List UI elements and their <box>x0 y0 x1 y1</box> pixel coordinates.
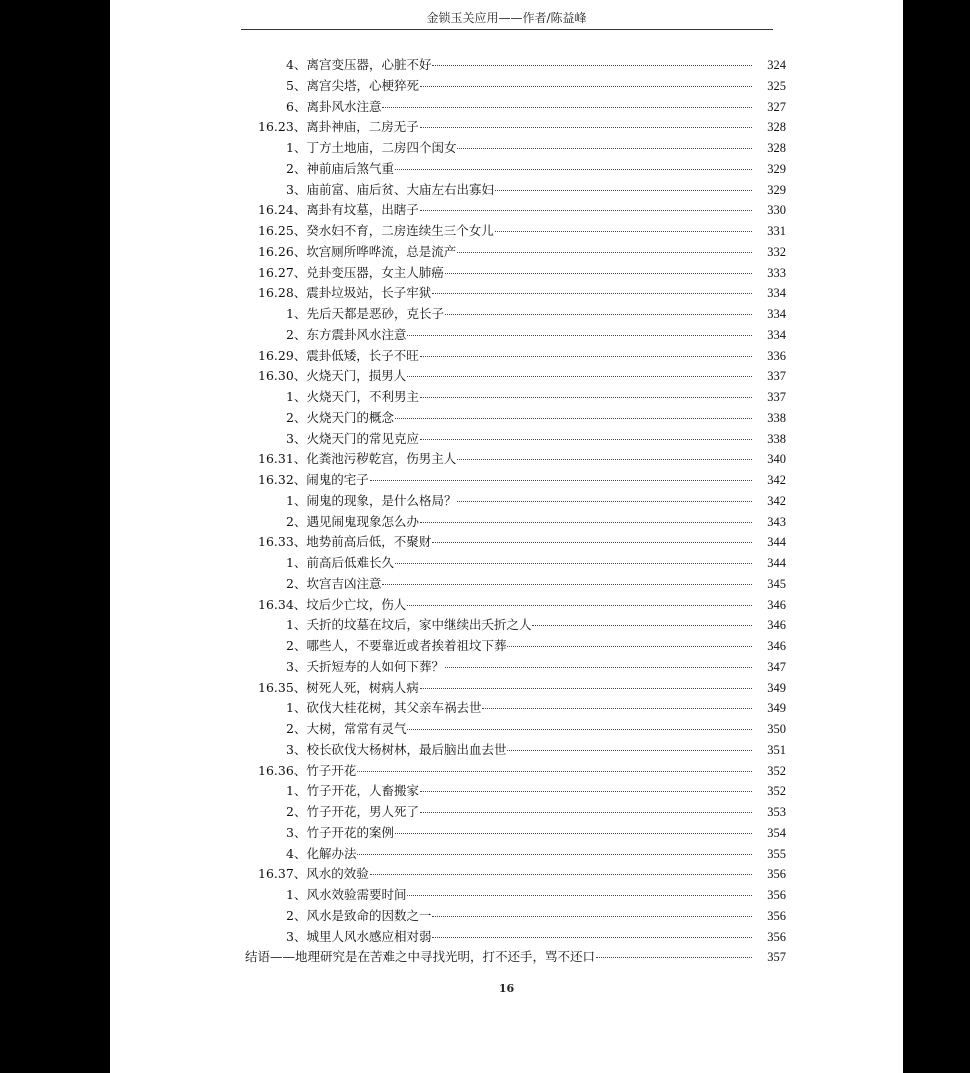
toc-entry-title: 3、校长砍伐大杨树林，最后脑出血去世 <box>286 741 507 757</box>
toc-entry-title: 2、哪些人，不要靠近或者挨着祖坟下葬 <box>286 638 507 653</box>
dot-leader <box>507 646 752 647</box>
toc-entry-title: 16.37、风水的效验 <box>258 866 369 882</box>
toc-entry[interactable] <box>110 221 903 242</box>
toc-entry[interactable] <box>110 242 903 263</box>
toc-entry-title: 16.32、闹鬼的宅子 <box>258 472 369 487</box>
toc-entry[interactable] <box>110 76 903 97</box>
dot-leader <box>420 210 752 211</box>
toc-entry[interactable] <box>110 491 903 512</box>
dot-leader <box>382 584 752 585</box>
toc-entry-page: 325 <box>767 78 786 93</box>
toc-entry[interactable] <box>110 470 903 491</box>
dot-leader <box>457 501 752 502</box>
toc-entry[interactable] <box>110 657 903 678</box>
toc-entry-title: 2、遇见闹鬼现象怎么办 <box>286 513 419 529</box>
dot-leader <box>532 625 752 626</box>
toc-entry-page: 338 <box>767 431 786 446</box>
toc-entry[interactable] <box>110 159 903 180</box>
dot-leader <box>495 231 752 232</box>
dot-leader <box>457 459 752 460</box>
toc-entry-page: 349 <box>767 701 786 716</box>
toc-entry-title: 16.26、坎宫厕所哗哗流，总是流产 <box>258 243 457 259</box>
toc-entry-page: 346 <box>767 597 786 612</box>
toc-entry-page: 343 <box>767 514 786 529</box>
toc-entry-title: 2、大树，常常有灵气 <box>286 721 407 736</box>
toc-entry-page: 334 <box>767 286 786 301</box>
toc-entry[interactable] <box>110 387 903 408</box>
toc-entry-title: 1、前高后低难长久 <box>286 555 394 570</box>
toc-entry[interactable] <box>110 761 903 782</box>
toc-entry-title: 6、离卦风水注意 <box>286 98 382 114</box>
toc-entry-title: 16.34、坟后少亡坟，伤人 <box>258 596 407 612</box>
dot-leader <box>382 107 752 108</box>
dot-leader <box>445 273 752 274</box>
toc-entry-page: 337 <box>767 369 786 384</box>
dot-leader <box>395 418 752 419</box>
dot-leader <box>420 812 752 813</box>
toc-entry-title: 1、火烧天门，不利男主 <box>286 389 419 404</box>
dot-leader <box>457 148 752 149</box>
dot-leader <box>407 605 752 606</box>
dot-leader <box>596 957 752 958</box>
page-header: 金锁玉关应用——作者/陈益峰 <box>426 11 587 25</box>
header-rule <box>241 29 773 30</box>
toc-entry[interactable] <box>110 138 903 159</box>
toc-entry[interactable] <box>110 864 903 885</box>
toc-entry[interactable] <box>110 55 903 76</box>
toc-entry-title: 16.29、震卦低矮，长子不旺 <box>258 347 419 363</box>
toc-entry-page: 349 <box>767 680 786 695</box>
toc-entry[interactable] <box>110 304 903 325</box>
toc-entry[interactable] <box>110 283 903 304</box>
toc-entry[interactable] <box>110 802 903 823</box>
toc-entry-page: 330 <box>767 203 786 218</box>
toc-entry-title: 16.30、火烧天门，损男人 <box>258 368 407 384</box>
toc-entry-title: 1、砍伐大桂花树，其父亲车祸去世 <box>286 700 482 716</box>
toc-entry-title: 2、坎宫吉凶注意 <box>286 575 382 591</box>
toc-entry[interactable] <box>110 678 903 699</box>
toc-entry-title: 结语——地理研究是在苦难之中寻找光明，打不还手，骂不还口 <box>245 949 596 965</box>
toc-entry-page: 336 <box>767 348 786 363</box>
toc-entry-page: 344 <box>767 556 786 570</box>
dot-leader <box>370 480 752 481</box>
toc-entry[interactable] <box>110 574 903 595</box>
toc-entry[interactable] <box>110 906 903 927</box>
toc-entry-page: 346 <box>767 618 786 633</box>
dot-leader <box>357 771 752 772</box>
page-number: 16 <box>498 982 515 995</box>
toc-entry-page: 334 <box>767 307 786 321</box>
toc-entry-title: 3、竹子开花的案例 <box>286 824 394 840</box>
dot-leader <box>495 190 752 191</box>
toc-entry-title: 4、化解办法 <box>286 845 357 861</box>
toc-entry-page: 342 <box>767 473 786 487</box>
toc-entry-page: 333 <box>767 265 786 280</box>
toc-entry[interactable] <box>110 346 903 367</box>
toc-entry-page: 332 <box>767 244 786 259</box>
toc-entry-title: 16.31、化粪池污秽乾宫，伤男主人 <box>258 451 457 467</box>
toc-entry-page: 337 <box>767 390 786 404</box>
dot-leader <box>432 542 752 543</box>
dot-leader <box>420 791 752 792</box>
dot-leader <box>445 314 752 315</box>
document-page <box>110 0 903 1073</box>
toc-entry[interactable] <box>110 636 903 657</box>
toc-entry[interactable] <box>110 615 903 636</box>
toc-entry-page: 329 <box>767 161 786 176</box>
toc-entry[interactable] <box>110 449 903 470</box>
toc-entry-title: 1、竹子开花，人畜搬家 <box>286 783 419 799</box>
toc-entry[interactable] <box>110 200 903 221</box>
dot-leader <box>445 667 752 668</box>
toc-entry-page: 356 <box>767 867 786 882</box>
toc-entry-page: 328 <box>767 120 786 135</box>
toc-entry-page: 331 <box>767 224 786 238</box>
dot-leader <box>395 563 752 564</box>
dot-leader <box>407 729 752 730</box>
toc-entry-page: 324 <box>767 58 786 72</box>
toc-entry[interactable] <box>110 781 903 802</box>
dot-leader <box>407 335 752 336</box>
dot-leader <box>432 937 752 938</box>
toc-entry[interactable] <box>110 740 903 761</box>
dot-leader <box>357 854 752 855</box>
toc-entry-page: 357 <box>767 950 786 965</box>
toc-entry-page: 354 <box>767 825 786 840</box>
toc-entry-title: 16.33、地势前高后低，不聚财 <box>258 534 432 550</box>
toc-entry-title: 2、神前庙后煞气重 <box>286 160 394 176</box>
toc-entry-title: 3、火烧天门的常见克应 <box>286 430 419 446</box>
toc-entry-title: 2、东方震卦风水注意 <box>286 326 407 342</box>
dot-leader <box>432 293 752 294</box>
toc-entry-page: 329 <box>767 182 786 197</box>
toc-entry-title: 16.23、离卦神庙，二房无子 <box>258 119 419 135</box>
toc-entry[interactable] <box>110 97 903 118</box>
toc-entry-title: 16.27、兑卦变压器，女主人肺癌 <box>258 264 444 280</box>
toc-entry-title: 2、竹子开花，男人死了 <box>286 804 419 819</box>
toc-entry-page: 356 <box>767 929 786 944</box>
dot-leader <box>420 688 752 689</box>
toc-entry[interactable] <box>110 532 903 553</box>
toc-entry[interactable] <box>110 512 903 533</box>
toc-entry-title: 16.28、震卦垃圾站，长子牢狱 <box>258 285 432 301</box>
toc-entry[interactable] <box>110 595 903 616</box>
dot-leader <box>457 252 752 253</box>
toc-entry-page: 327 <box>767 99 786 114</box>
toc-entry-title: 4、离宫变压器，心脏不好 <box>286 57 432 72</box>
toc-entry[interactable] <box>110 366 903 387</box>
dot-leader <box>420 439 752 440</box>
toc-entry[interactable] <box>110 823 903 844</box>
toc-entry[interactable] <box>110 325 903 346</box>
dot-leader <box>432 65 752 66</box>
toc-entry[interactable] <box>110 927 903 948</box>
dot-leader <box>420 86 752 87</box>
toc-entry-page: 334 <box>767 327 786 342</box>
toc-entry-page: 356 <box>767 908 786 923</box>
dot-leader <box>407 376 752 377</box>
toc-entry[interactable] <box>110 429 903 450</box>
toc-entry-page: 353 <box>767 805 786 819</box>
toc-entry[interactable] <box>110 885 903 906</box>
dot-leader <box>420 522 752 523</box>
toc-entry-title: 2、火烧天门的概念 <box>286 409 394 425</box>
toc-entry-title: 1、丁方土地庙，二房四个闺女 <box>286 140 457 155</box>
toc-entry[interactable] <box>110 698 903 719</box>
toc-entry[interactable] <box>110 117 903 138</box>
toc-entry-page: 328 <box>767 141 786 155</box>
toc-entry-title: 1、先后天都是恶砂，克长子 <box>286 306 444 321</box>
dot-leader <box>420 356 752 357</box>
toc-entry[interactable] <box>110 553 903 574</box>
table-of-contents <box>110 55 903 968</box>
toc-entry-title: 1、闹鬼的现象，是什么格局？ <box>286 492 457 508</box>
toc-entry-title: 3、夭折短寿的人如何下葬？ <box>286 658 444 674</box>
toc-entry-title: 3、城里人风水感应相对弱 <box>286 928 432 944</box>
toc-entry-page: 345 <box>767 576 786 591</box>
dot-leader <box>420 127 752 128</box>
toc-entry[interactable] <box>110 844 903 865</box>
toc-entry-page: 342 <box>767 493 786 508</box>
toc-entry-title: 1、风水效验需要时间 <box>286 887 407 902</box>
dot-leader <box>420 397 752 398</box>
toc-entry-page: 350 <box>767 722 786 736</box>
toc-entry-title: 16.25、癸水妇不育，二房连续生三个女儿 <box>258 223 494 238</box>
toc-entry-title: 16.24、离卦有坟墓，出瞎子 <box>258 202 419 218</box>
toc-entry-title: 1、夭折的坟墓在坟后，家中继续出夭折之人 <box>286 617 532 633</box>
toc-entry-page: 347 <box>767 659 786 674</box>
toc-entry-page: 356 <box>767 888 786 902</box>
toc-entry-page: 344 <box>767 535 786 550</box>
toc-entry[interactable] <box>110 719 903 740</box>
dot-leader <box>370 874 752 875</box>
dot-leader <box>482 708 752 709</box>
toc-entry-title: 5、离宫尖塔，心梗猝死 <box>286 77 419 93</box>
toc-entry-title: 2、风水是致命的因数之一 <box>286 907 432 923</box>
dot-leader <box>432 916 752 917</box>
toc-entry-page: 346 <box>767 639 786 653</box>
toc-entry[interactable] <box>110 263 903 284</box>
toc-entry-page: 355 <box>767 846 786 861</box>
toc-entry-page: 351 <box>767 742 786 757</box>
dot-leader <box>395 169 752 170</box>
toc-entry[interactable] <box>110 180 903 201</box>
toc-entry[interactable] <box>110 947 903 968</box>
toc-entry-title: 16.36、竹子开花 <box>258 762 357 778</box>
toc-entry-page: 352 <box>767 763 786 778</box>
dot-leader <box>507 750 752 751</box>
toc-entry-title: 16.35、树死人死，树病人病 <box>258 679 419 695</box>
toc-entry[interactable] <box>110 408 903 429</box>
dot-leader <box>407 895 752 896</box>
toc-entry-page: 352 <box>767 784 786 799</box>
toc-entry-title: 3、庙前富、庙后贫、大庙左右出寡妇 <box>286 181 494 197</box>
dot-leader <box>395 833 752 834</box>
toc-entry-page: 338 <box>767 410 786 425</box>
toc-entry-page: 340 <box>767 452 786 467</box>
